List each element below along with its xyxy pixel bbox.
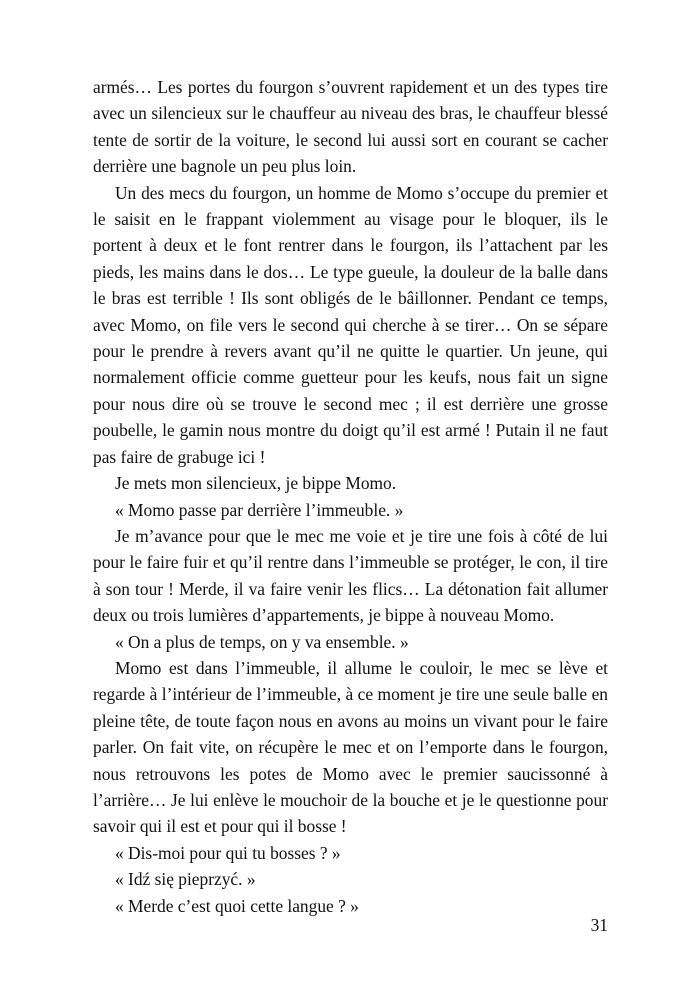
paragraph: Je m’avance pour que le mec me voie et je tire une fois à côté de lui pour le faire fuir et qu’il rentre dans l’immeuble se protéger, le con, il tire à son tour ! Merde, il va faire venir les flics… La détonation fait allumer deux ou trois lumières d’appartements, je bippe à nouveau Momo. bbox=[93, 525, 608, 626]
paragraph: Momo est dans l’immeuble, il allume le couloir, le mec se lève et regarde à l’intérieur de l’immeuble, à ce moment je tire une seule balle en pleine tête, de toute façon nous en avons au moins un vivant pour le faire parler. On fait vite, on récupère le mec et on l’emporte dans le fourgon, nous retrouvons les potes de Momo avec le premier saucissonné à l’arrière… Je lui enlève le mouchoir de la bouche et je le questionne pour savoir qui il est et pour qui il bosse ! bbox=[93, 657, 608, 837]
page-number: 31 bbox=[590, 915, 608, 935]
paragraph: « Idź się pieprzyć. » bbox=[115, 869, 256, 890]
paragraph: Je mets mon silencieux, je bippe Momo. bbox=[115, 473, 397, 494]
paragraph: « Merde c’est quoi cette langue ? » bbox=[115, 895, 359, 916]
paragraph: armés… Les portes du fourgon s’ouvrent rapidement et un des types tire avec un silencieux sur le chauffeur au niveau des bras, le chauffeur blessé tente de sortir de la voiture, le second lui aussi sort en courant se cacher derrière une bagnole un peu plus loin. bbox=[93, 77, 608, 177]
paragraph: « Momo passe par derrière l’immeuble. » bbox=[115, 499, 404, 520]
paragraph: « On a plus de temps, on y va ensemble. » bbox=[115, 631, 409, 652]
paragraph: Un des mecs du fourgon, un homme de Momo s’occupe du premier et le saisit en le frappant violemment au visage pour le bloquer, ils le portent à deux et le font rentrer dans le fourgon, ils l’attachent par les pieds, les mains dans le dos… Le type gueule, la douleur de la balle dans le bras est terrible ! Ils sont obligés de le bâillonner. Pendant ce temps, avec Momo, on file vers le second qui cherche à se tirer… On se sépare pour le prendre à revers avant qu’il ne quitte le quartier. Un jeune, qui normalement officie comme guetteur pour les keufs, nous fait un signe pour nous dire où se trouve le second mec ; il est derrière une grosse poubelle, le gamin nous montre du doigt qu’il est armé ! Putain il ne faut pas faire de grabuge ici ! bbox=[93, 182, 608, 467]
paragraph: « Dis-moi pour qui tu bosses ? » bbox=[115, 842, 341, 863]
page-body bbox=[93, 74, 608, 919]
